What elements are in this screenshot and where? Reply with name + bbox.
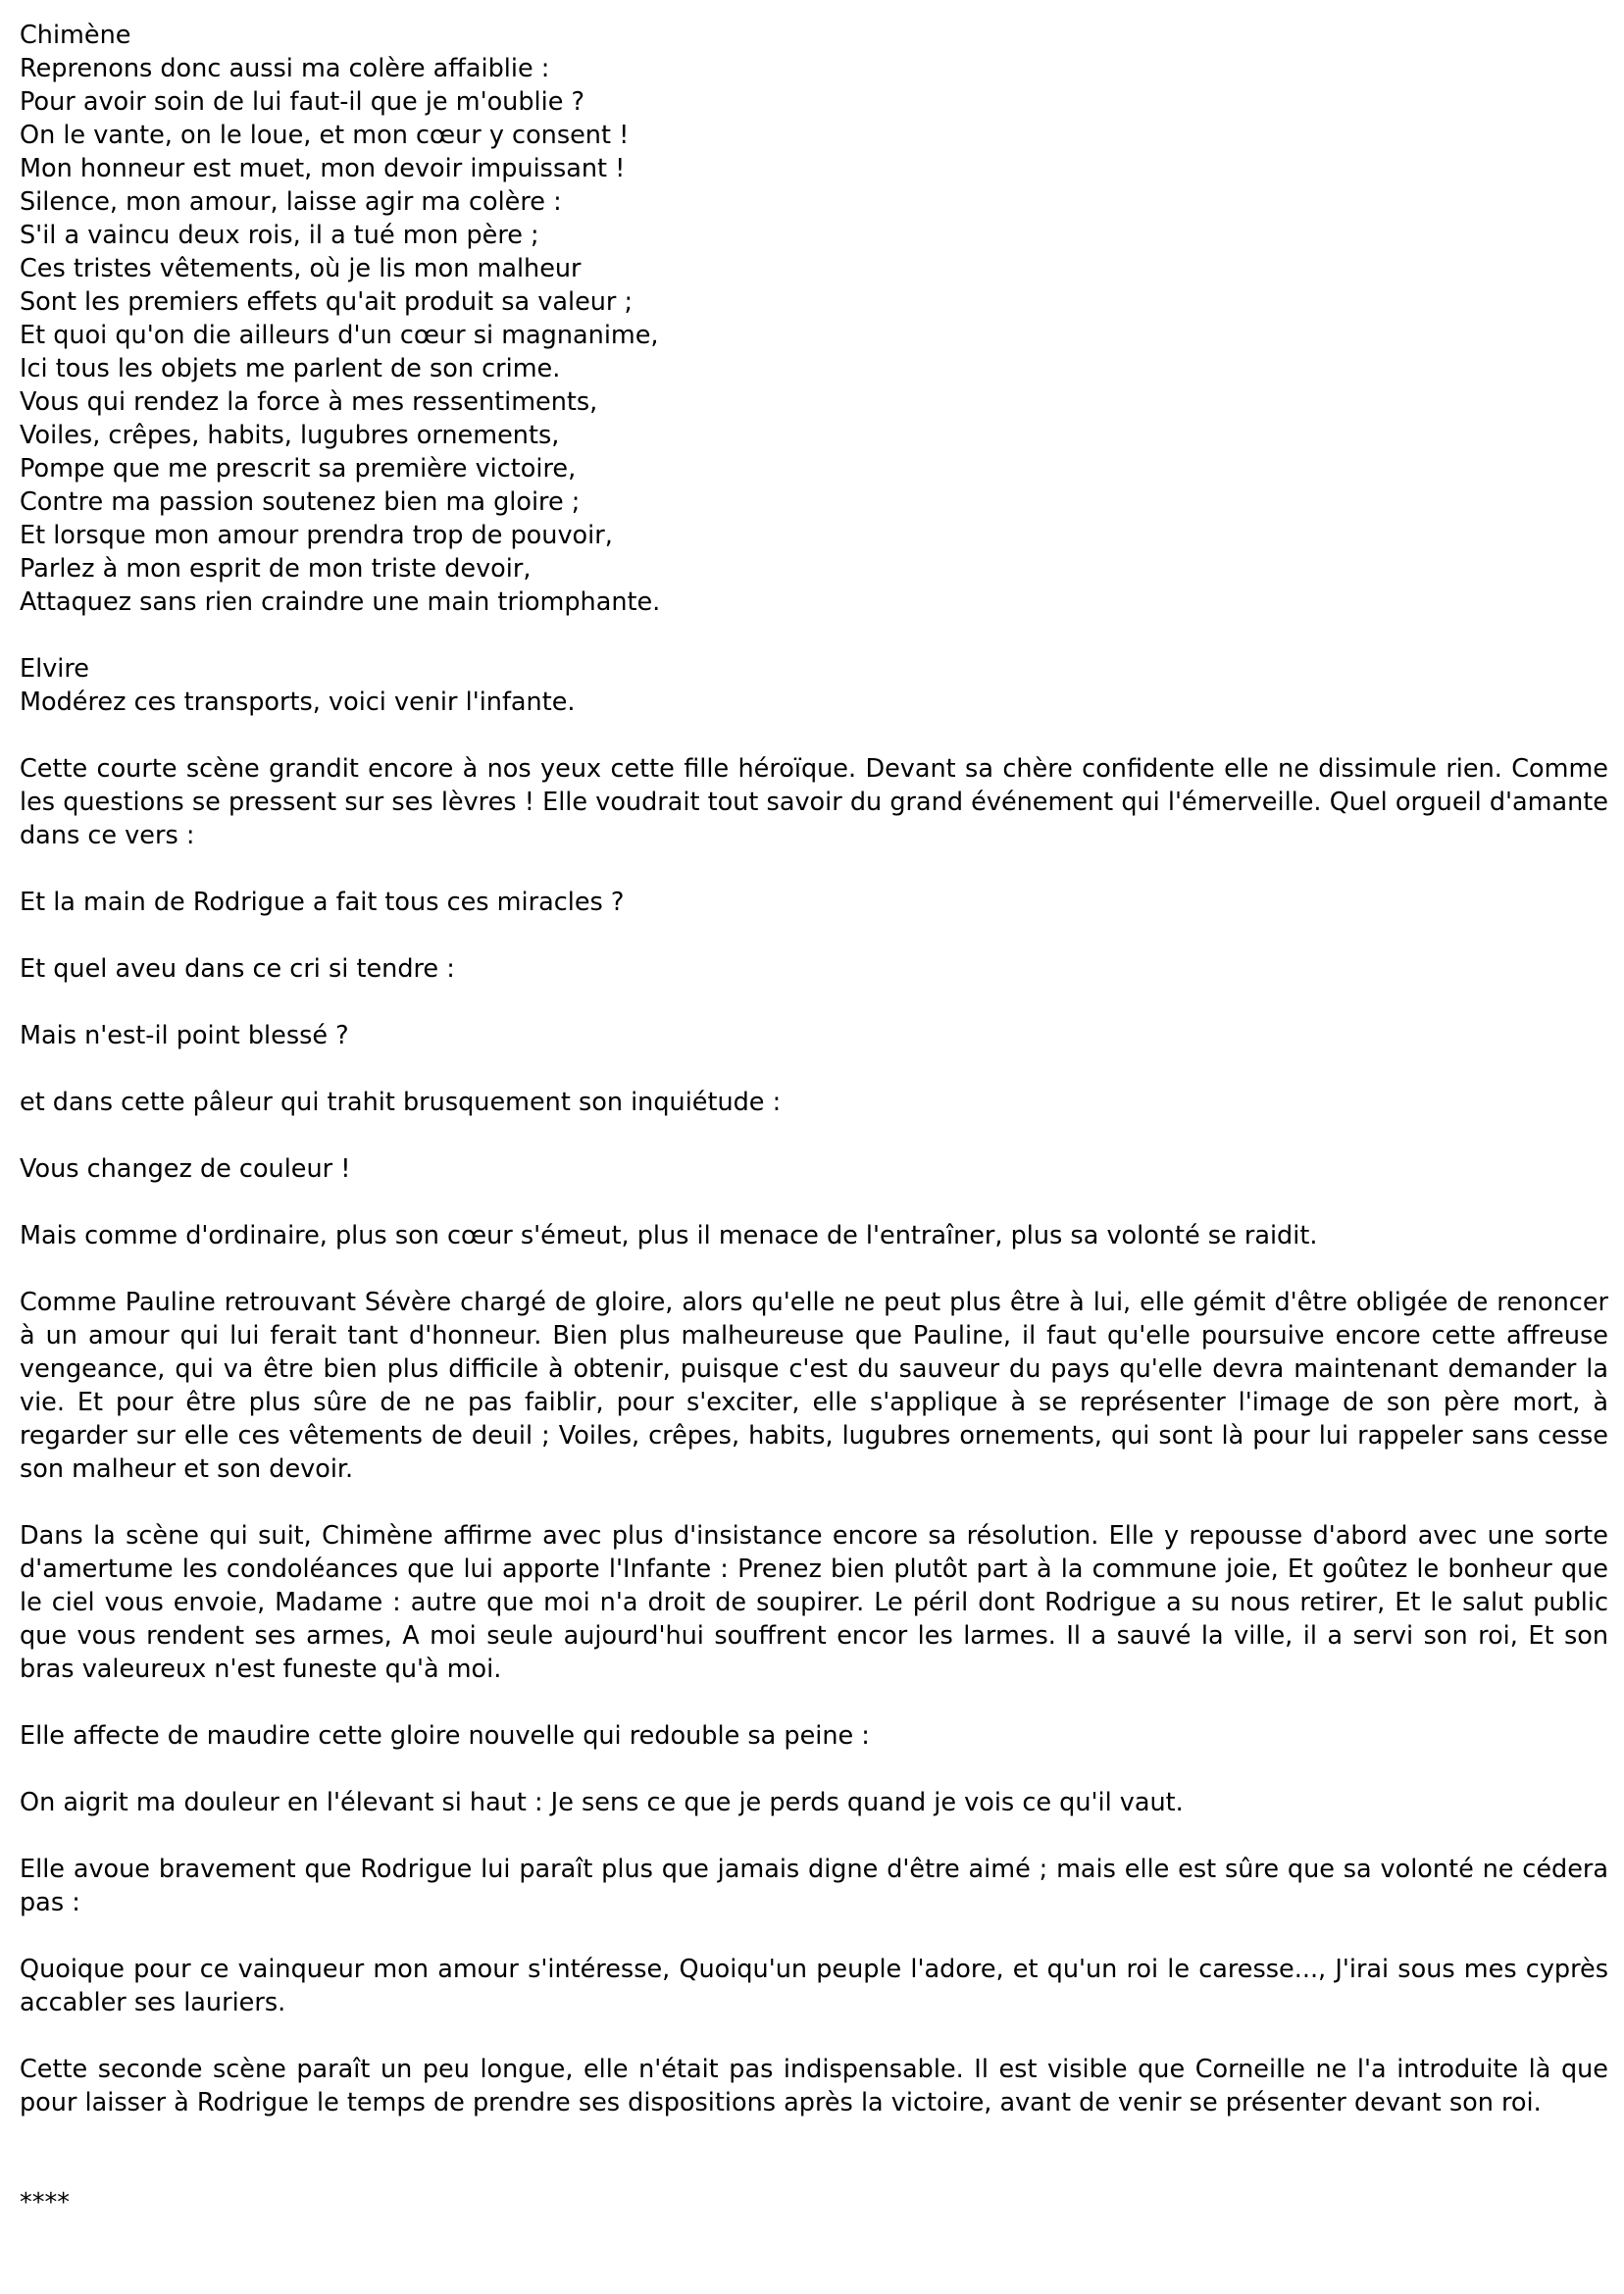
verse-line: S'il a vaincu deux rois, il a tué mon père ; — [20, 221, 539, 250]
verse-line: Ici tous les objets me parlent de son crime. — [20, 354, 561, 383]
quoted-verse: On aigrit ma douleur en l'élevant si haut : Je sens ce que je perds quand je vois ce qu'il vaut. — [20, 1788, 1184, 1817]
section-separator: **** — [20, 2188, 70, 2218]
document-page — [20, 19, 1608, 2219]
verse-line: Et quoi qu'on die ailleurs d'un cœur si magnanime, — [20, 321, 659, 350]
verse-line: Pompe que me prescrit sa première victoire, — [20, 454, 577, 484]
speaker-name: Elvire — [20, 654, 89, 684]
verse-line: Reprenons donc aussi ma colère affaiblie : — [20, 54, 550, 83]
verse-block-chimene — [20, 19, 1608, 619]
verse-line: Mon honneur est muet, mon devoir impuissant ! — [20, 154, 626, 183]
verse-line: Silence, mon amour, laisse agir ma colère : — [20, 187, 562, 217]
verse-line: Vous qui rendez la force à mes ressentiments, — [20, 387, 598, 417]
paragraph: Cette seconde scène paraît un peu longue, elle n'était pas indispensable. Il est visible que Corneille ne l'a introduite là que pour laisser à Rodrigue le temps de prendre ses dispositions après la victoire, avant de venir se présenter devant son roi. — [20, 2055, 1608, 2117]
verse-line: Contre ma passion soutenez bien ma gloire ; — [20, 487, 581, 517]
verse-line: On le vante, on le loue, et mon cœur y consent ! — [20, 121, 630, 150]
paragraph: Elle avoue bravement que Rodrigue lui paraît plus que jamais digne d'être aimé ; mais elle est sûre que sa volonté ne cédera pas : — [20, 1855, 1608, 1917]
verse-line: Attaquez sans rien craindre une main triomphante. — [20, 587, 661, 617]
verse-line: Et lorsque mon amour prendra trop de pouvoir, — [20, 521, 613, 550]
verse-line: Voiles, crêpes, habits, lugubres ornements, — [20, 421, 560, 450]
quoted-verse: Et la main de Rodrigue a fait tous ces miracles ? — [20, 888, 625, 917]
paragraph: Dans la scène qui suit, Chimène affirme avec plus d'insistance encore sa résolution. Elle y repousse d'abord avec une sorte d'amertume les condoléances que lui apporte l'Infante : Prenez bien plutôt part à la commune joie, Et goûtez le bonheur que le ciel vous envoie, Madame : autre que moi n'a droit de soupirer. Le péril dont Rodrigue a su nous retirer, Et le salut public que vous rendent ses armes, A moi seule aujourd'hui souffrent encor les larmes. Il a sauvé la ville, il a servi son roi, Et son bras valeureux n'est funeste qu'à moi. — [20, 1521, 1608, 1684]
verse-line: Modérez ces transports, voici venir l'infante. — [20, 688, 576, 717]
paragraph: Mais comme d'ordinaire, plus son cœur s'émeut, plus il menace de l'entraîner, plus sa volonté se raidit. — [20, 1221, 1318, 1250]
quoted-verse: Quoique pour ce vainqueur mon amour s'intéresse, Quoiqu'un peuple l'adore, et qu'un roi le caresse..., J'irai sous mes cyprès accabler ses lauriers. — [20, 1955, 1608, 2017]
paragraph: Elle affecte de maudire cette gloire nouvelle qui redouble sa peine : — [20, 1721, 870, 1751]
paragraph: Comme Pauline retrouvant Sévère chargé de gloire, alors qu'elle ne peut plus être à lui, elle gémit d'être obligée de renoncer à un amour qui lui ferait tant d'honneur. Bien plus malheureuse que Pauline, il faut qu'elle poursuive encore cette affreuse vengeance, qui va être bien plus difficile à obtenir, puisque c'est du sauveur du pays qu'elle devra maintenant demander la vie. Et pour être plus sûre de ne pas faiblir, pour s'exciter, elle s'applique à se représenter l'image de son père mort, à regarder sur elle ces vêtements de deuil ; Voiles, crêpes, habits, lugubres ornements, qui sont là pour lui rappeler sans cesse son malheur et son devoir. — [20, 1288, 1608, 1484]
verse-line: Sont les premiers effets qu'ait produit sa valeur ; — [20, 287, 634, 317]
paragraph: et dans cette pâleur qui trahit brusquement son inquiétude : — [20, 1088, 782, 1117]
verse-line: Ces tristes vêtements, où je lis mon malheur — [20, 254, 582, 283]
paragraph: Et quel aveu dans ce cri si tendre : — [20, 954, 455, 984]
verse-line: Pour avoir soin de lui faut-il que je m'oublie ? — [20, 87, 585, 117]
verse-block-elvire — [20, 652, 1608, 719]
speaker-name: Chimène — [20, 21, 131, 50]
paragraph: Cette courte scène grandit encore à nos yeux cette fille héroïque. Devant sa chère confidente elle ne dissimule rien. Comme les questions se pressent sur ses lèvres ! Elle voudrait tout savoir du grand événement qui l'émerveille. Quel orgueil d'amante dans ce vers : — [20, 754, 1608, 850]
quoted-verse: Vous changez de couleur ! — [20, 1154, 351, 1184]
verse-line: Parlez à mon esprit de mon triste devoir, — [20, 554, 532, 584]
quoted-verse: Mais n'est-il point blessé ? — [20, 1021, 349, 1050]
